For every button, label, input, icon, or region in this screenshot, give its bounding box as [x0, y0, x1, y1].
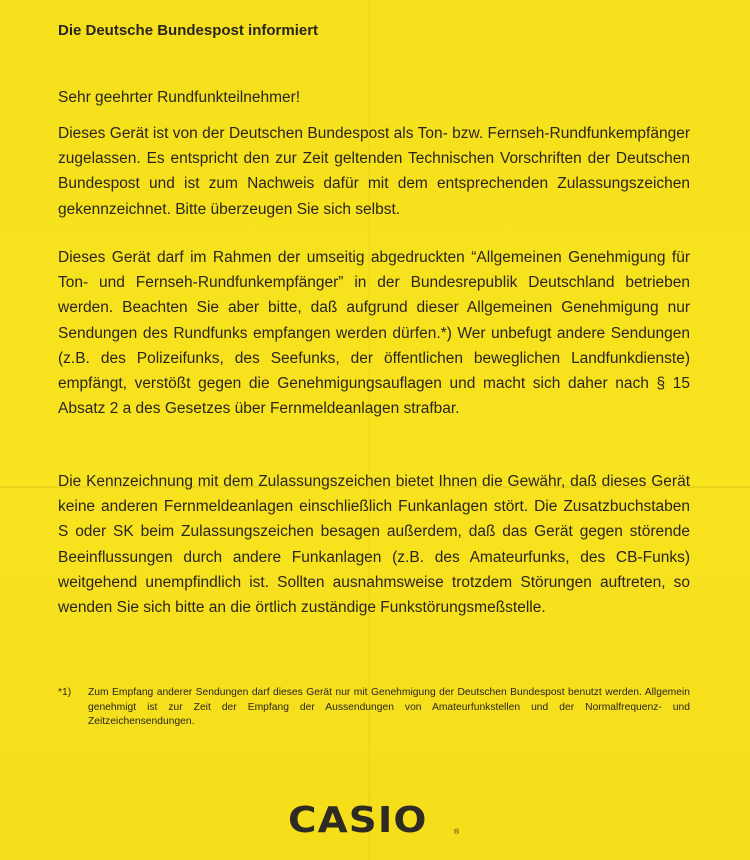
salutation: Sehr geehrter Rundfunkteilnehmer!	[58, 89, 301, 106]
paragraph-approval-mark: Die Kennzeichnung mit dem Zulassungszeichen bietet Ihnen die Gewähr, daß dieses Gerät keine anderen Fernmeldeanlagen einschließlich Funkanlagen stört. Die Zusatzbuchstaben S oder SK beim Zulassungszeichen besagen außerdem, daß das Gerät gegen störende Beeinflussungen durch andere Funkanlagen (z.B. des Amateurfunks, des CB-Funks) weitgehend unempfindlich ist. Sollten ausnahmsweise trotzdem Störungen auftreten, so wenden Sie sich bitte an die örtlich zuständige Funkstörungsmeßstelle.	[58, 473, 690, 617]
document-heading: Die Deutsche Bundespost informiert	[58, 22, 319, 39]
paragraph-approval: Dieses Gerät ist von der Deutschen Bundespost als Ton- bzw. Fernseh-Rundfunkempfänger zugelassen. Es entspricht den zur Zeit geltenden Technischen Vorschriften der Deutschen Bundespost und ist zum Nachweis dafür mit dem entsprechenden Zulassungszeichen gekennzeichnet. Bitte überzeugen Sie sich selbst.	[58, 125, 690, 218]
casio-logo: CASIO	[288, 800, 428, 841]
registered-trademark-mark: ®	[454, 829, 460, 836]
footnote	[58, 686, 690, 730]
footnote-text: Zum Empfang anderer Sendungen darf dieses Gerät nur mit Genehmigung der Deutschen Bundespost benutzt werden. Allgemein genehmigt ist zur Zeit der Empfang der Aussendungen von Amateurfunkstellen und der Normalfrequenz- und Zeitzeichensendungen.	[88, 687, 690, 727]
paragraph-general-permit: Dieses Gerät darf im Rahmen der umseitig abgedruckten “Allgemeinen Genehmigung für Ton- und Fernseh-Rundfunkempfänger” in der Bundesrepublik Deutschland betrieben werden. Beachten Sie aber bitte, daß aufgrund dieser Allgemeinen Genehmigung nur Sendungen des Rundfunks empfangen werden dürfen.*) Wer unbefugt andere Sendungen (z.B. des Polizeifunks, des Seefunks, der öffentlichen beweglichen Landfunkdienste) empfängt, verstößt gegen die Genehmigungsauflagen und macht sich daher nach § 15 Absatz 2 a des Gesetzes über Fernmeldeanlagen strafbar.	[58, 249, 690, 418]
footnote-marker: *1)	[58, 687, 72, 698]
